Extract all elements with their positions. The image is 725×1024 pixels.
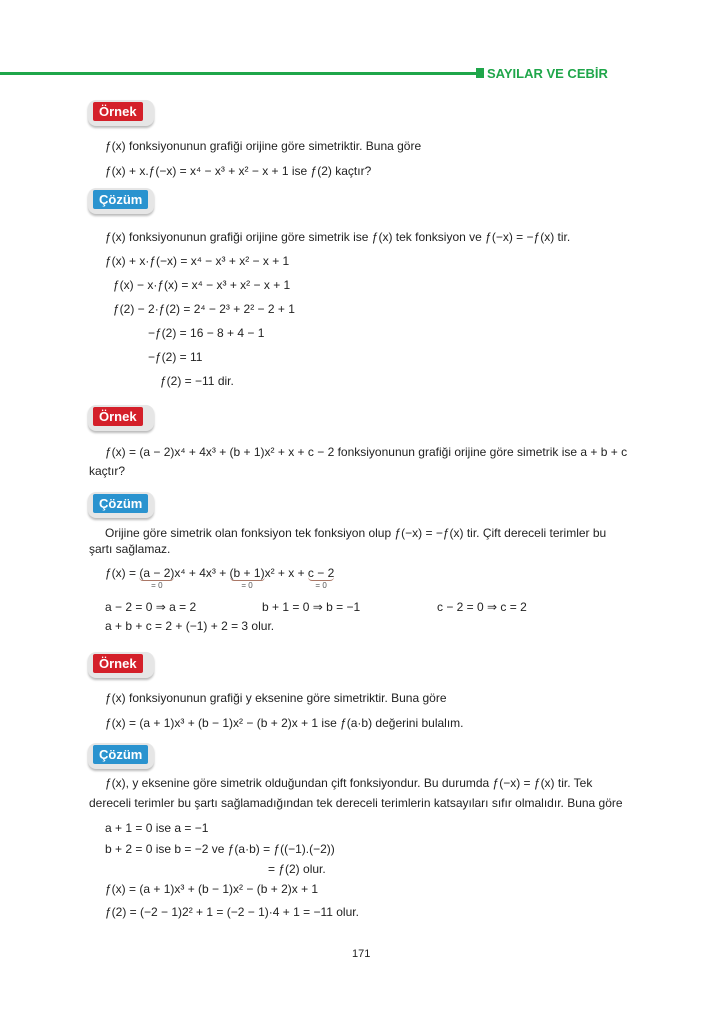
solution-line: ƒ(2) = (−2 − 1)2² + 1 = (−2 − 1)·4 + 1 = −11 olur. [105, 905, 359, 919]
solution-badge [88, 492, 154, 518]
header-rule [0, 72, 478, 75]
underbrace-term [229, 566, 265, 590]
solution-line: a + 1 = 0 ise a = −1 [105, 821, 209, 835]
question-line: ƒ(x) fonksiyonunun grafiği y eksenine göre simetriktir. Buna göre [105, 691, 447, 705]
solution-line: Orijine göre simetrik olan fonksiyon tek fonksiyon olup ƒ(−x) = −ƒ(x) tir. Çift dereceli terimler bu [105, 526, 607, 540]
solution-line: ƒ(2) = −11 dir. [160, 374, 234, 388]
badge-label: Çözüm [93, 745, 148, 764]
badge-label: Örnek [93, 407, 143, 426]
eq-part: x⁴ + 4x³ + [174, 566, 230, 580]
eq-part: ƒ(x) = [105, 566, 140, 580]
solution-line: b + 2 = 0 ise b = −2 ve ƒ(a·b) = ƒ((−1).(−2)) [105, 842, 335, 856]
solution-line: şartı sağlamaz. [89, 542, 171, 556]
solution-line: ƒ(x), y eksenine göre simetrik olduğundan çift fonksiyondur. Bu durumda ƒ(−x) = ƒ(x) tir. Tek [105, 776, 593, 790]
solution-badge [88, 188, 154, 214]
term: c − 2 [307, 566, 335, 580]
term: (b + 1) [229, 566, 265, 580]
example-badge [88, 100, 154, 126]
zero-label: = 0 [241, 581, 253, 590]
solution-badge [88, 743, 154, 769]
solution-line: ƒ(2) − 2·ƒ(2) = 2⁴ − 2³ + 2² − 2 + 1 [113, 302, 295, 316]
solution-line: ƒ(x) − x·ƒ(x) = x⁴ − x³ + x² − x + 1 [113, 278, 291, 292]
result-line: a − 2 = 0 ⇒ a = 2 [105, 600, 197, 614]
solution-line: dereceli terimler bu şartı sağlamadığından tek dereceli terimlerin katsayıları sıfır olmalıdır. Buna göre [89, 796, 623, 810]
header-marker [476, 68, 484, 78]
badge-label: Örnek [93, 102, 143, 121]
underbrace-term [307, 566, 335, 590]
underbrace-term [139, 566, 175, 590]
question-line: ƒ(x) + x.ƒ(−x) = x⁴ − x³ + x² − x + 1 ise ƒ(2) kaçtır? [105, 164, 372, 178]
solution-line: ƒ(x) + x·ƒ(−x) = x⁴ − x³ + x² − x + 1 [105, 254, 290, 268]
example-badge [88, 405, 154, 431]
eq-part: x² + x + [264, 566, 308, 580]
result-line: b + 1 = 0 ⇒ b = −1 [262, 600, 361, 614]
badge-label: Çözüm [93, 494, 148, 513]
result-line: c − 2 = 0 ⇒ c = 2 [437, 600, 527, 614]
badge-label: Örnek [93, 654, 143, 673]
page-number: 171 [352, 948, 371, 960]
question-line: ƒ(x) = (a + 1)x³ + (b − 1)x² − (b + 2)x + 1 ise ƒ(a·b) değerini bulalım. [105, 716, 464, 730]
term: (a − 2) [139, 566, 175, 580]
section-title: SAYILAR VE CEBİR [487, 66, 608, 81]
solution-line: ƒ(x) = (a + 1)x³ + (b − 1)x² − (b + 2)x + 1 [105, 882, 319, 896]
question-line: kaçtır? [89, 464, 126, 478]
solution-line: = ƒ(2) olur. [268, 862, 326, 876]
question-line: ƒ(x) fonksiyonunun grafiği orijine göre simetriktir. Buna göre [105, 139, 422, 153]
solution-line: −ƒ(2) = 16 − 8 + 4 − 1 [148, 326, 265, 340]
solution-line: ƒ(x) fonksiyonunun grafiği orijine göre simetrik ise ƒ(x) tek fonksiyon ve ƒ(−x) = −ƒ(x) tir. [105, 230, 571, 244]
underbrace-equation [105, 566, 335, 590]
solution-line: −ƒ(2) = 11 [148, 350, 203, 364]
badge-label: Çözüm [93, 190, 148, 209]
example-badge [88, 652, 154, 678]
zero-label: = 0 [151, 581, 163, 590]
result-line: a + b + c = 2 + (−1) + 2 = 3 olur. [105, 619, 275, 633]
question-line: ƒ(x) = (a − 2)x⁴ + 4x³ + (b + 1)x² + x + c − 2 fonksiyonunun grafiği orijine göre simetrik ise a + b + c [105, 445, 628, 459]
zero-label: = 0 [315, 581, 327, 590]
